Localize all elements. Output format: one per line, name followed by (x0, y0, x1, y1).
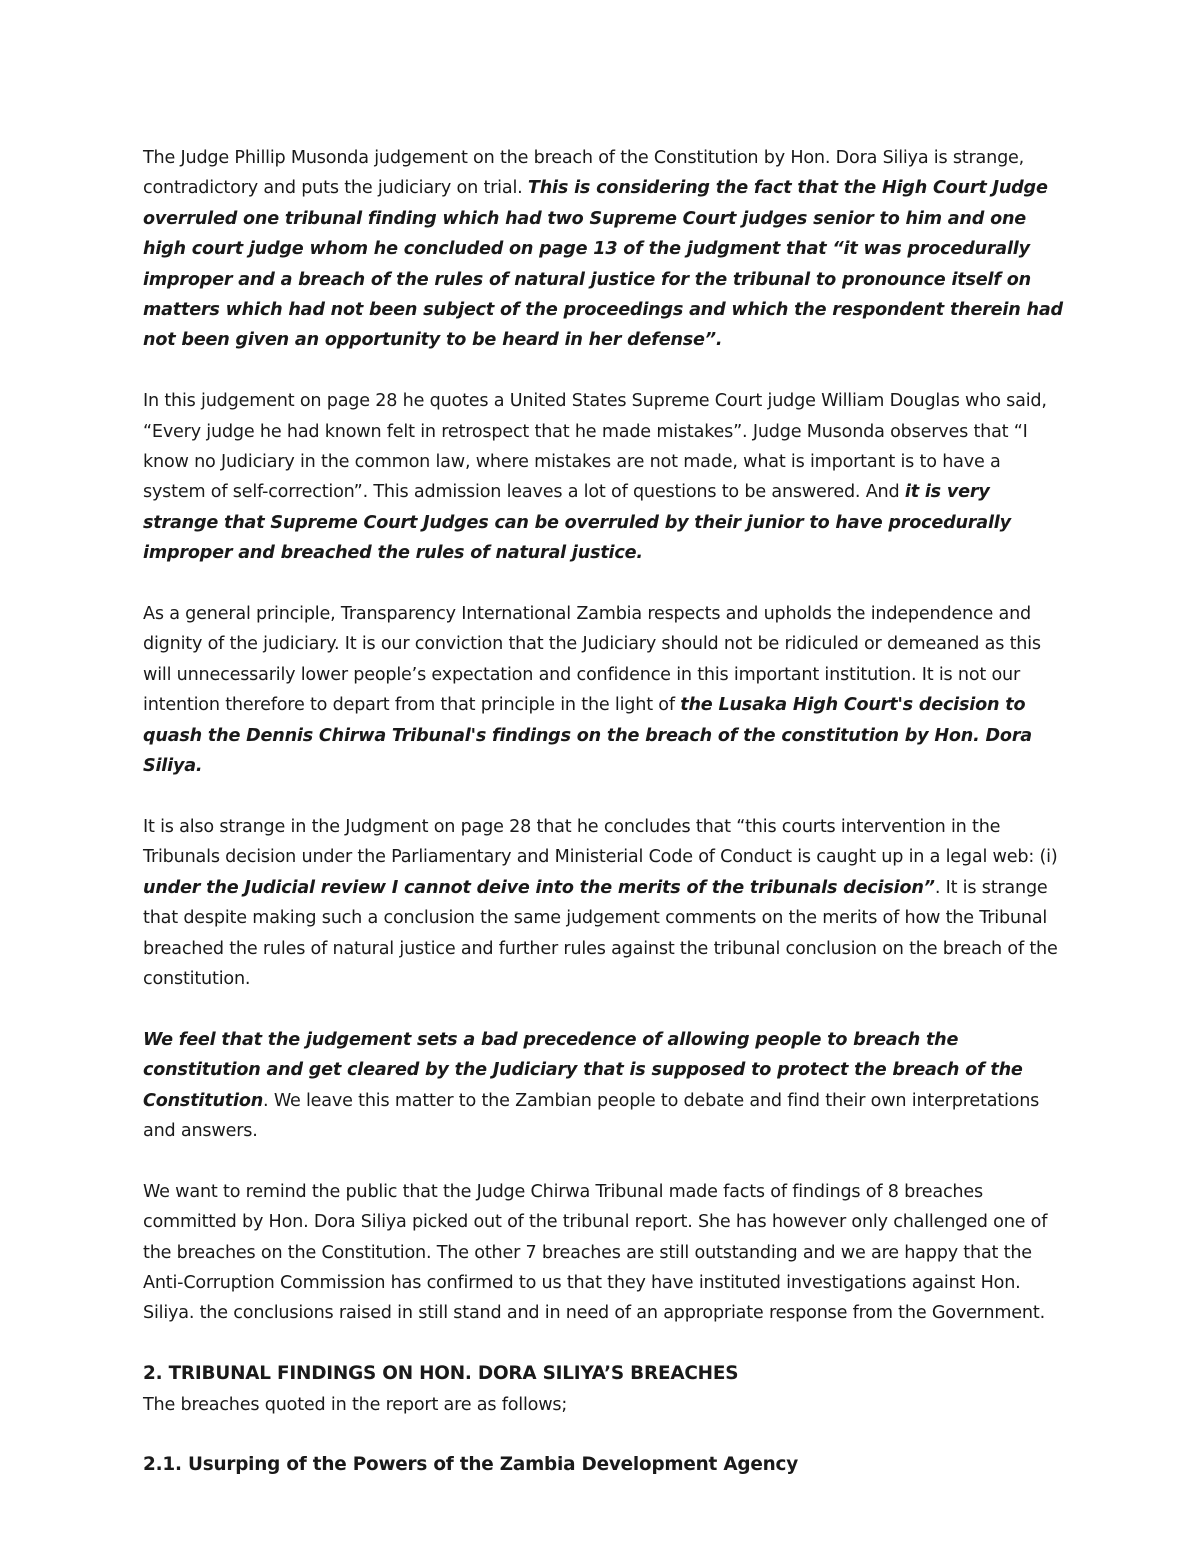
paragraph-5-text: . We leave this matter to the Zambian people to debate and find their own interpretations and answers. (143, 1090, 1040, 1141)
paragraph-spacer (143, 782, 1063, 812)
paragraph-2 (143, 386, 1063, 568)
paragraph-spacer (143, 994, 1063, 1024)
paragraph-1 (143, 143, 1063, 356)
paragraph-3-text: As a general principle, Transparency International Zambia respects and upholds the independence and dignity of the judiciary. It is our conviction that the Judiciary should not be ridiculed or demeaned as this will unnecessarily lower people’s expectation and confidence in this important institution. It is not our intention therefore to depart from that principle in the light of (143, 604, 1041, 716)
paragraph-3-emphasis: the Lusaka High Court's decision to quash the Dennis Chirwa Tribunal's findings on the breach of the constitution by Hon. Dora Siliya. (143, 695, 1032, 777)
paragraph-4 (143, 812, 1063, 994)
paragraph-1-end: . (715, 330, 723, 351)
section-heading: 2. TRIBUNAL FINDINGS ON HON. DORA SILIYA’S BREACHES (143, 1363, 739, 1385)
paragraph-1-emphasis: This is considering the fact that the High Court Judge overruled one tribunal finding which had two Supreme Court judges senior to him and one high court judge whom he concluded on page 13 of the judgment that “it was procedurally improper and a breach of the rules of natural justice for the tribunal to pronounce itself on matters which had not been subject of the proceedings and which the respondent therein had not been given an opportunity to be heard in her defense” (143, 178, 1063, 351)
paragraph-6-text: We want to remind the public that the Judge Chirwa Tribunal made facts of findings of 8 breaches committed by Hon. Dora Siliya picked out of the tribunal report. She has however only challenged one of the breaches on the Constitution. The other 7 breaches are still outstanding and we are happy that the Anti-Corruption Commission has confirmed to us that they have instituted investigations against Hon. Siliya. the conclusions raised in still stand and in need of an appropriate response from the Government. (143, 1181, 1048, 1324)
paragraph-5-emphasis: We feel that the judgement sets a bad precedence of allowing people to breach the constitution and get cleared by the Judiciary that is supposed to protect the breach of the Constitution (143, 1029, 1023, 1111)
subsection-heading: 2.1. Usurping of the Powers of the Zambia Development Agency (143, 1453, 798, 1475)
paragraph-3 (143, 599, 1063, 781)
paragraph-4-text-end: . It is strange that despite making such a conclusion the same judgement comments on the merits of how the Tribunal breached the rules of natural justice and further rules against the tribunal conclusion on the breach of the constitution. (143, 877, 1058, 989)
paragraph-5 (143, 1025, 1063, 1147)
paragraph-4-text: It is also strange in the Judgment on page 28 that he concludes that “this courts intervention in the Tribunals decision under the Parliamentary and Ministerial Code of Conduct is caught up in a legal web: (i) (143, 816, 1058, 868)
paragraph-2-emphasis: it is very strange that Supreme Court Judges can be overruled by their junior to have procedurally improper and breached the rules of natural justice. (143, 482, 1011, 564)
paragraph-2-text: In this judgement on page 28 he quotes a United States Supreme Court judge William Douglas who said, “Every judge he had known felt in retrospect that he made mistakes”. Judge Musonda observes that “I know no Judiciary in the common law, where mistakes are not made, what is important is to have a system of self-correction”. This admission leaves a lot of questions to be answered. And (143, 391, 1047, 503)
paragraph-spacer (143, 569, 1063, 599)
document-body (143, 143, 1063, 1480)
paragraph-spacer (143, 1146, 1063, 1176)
paragraph-spacer (143, 356, 1063, 386)
paragraph-spacer (143, 1420, 1063, 1450)
paragraph-1-text: The Judge Phillip Musonda judgement on the breach of the Constitution by Hon. Dora Siliya is strange, contradictory and puts the judiciary on trial. (143, 148, 1025, 199)
section-intro: The breaches quoted in the report are as follows; (143, 1394, 568, 1415)
paragraph-4-emphasis: under the Judicial review I cannot deive into the merits of the tribunals decision” (143, 877, 935, 898)
paragraph-6 (143, 1177, 1063, 1329)
paragraph-spacer (143, 1329, 1063, 1359)
